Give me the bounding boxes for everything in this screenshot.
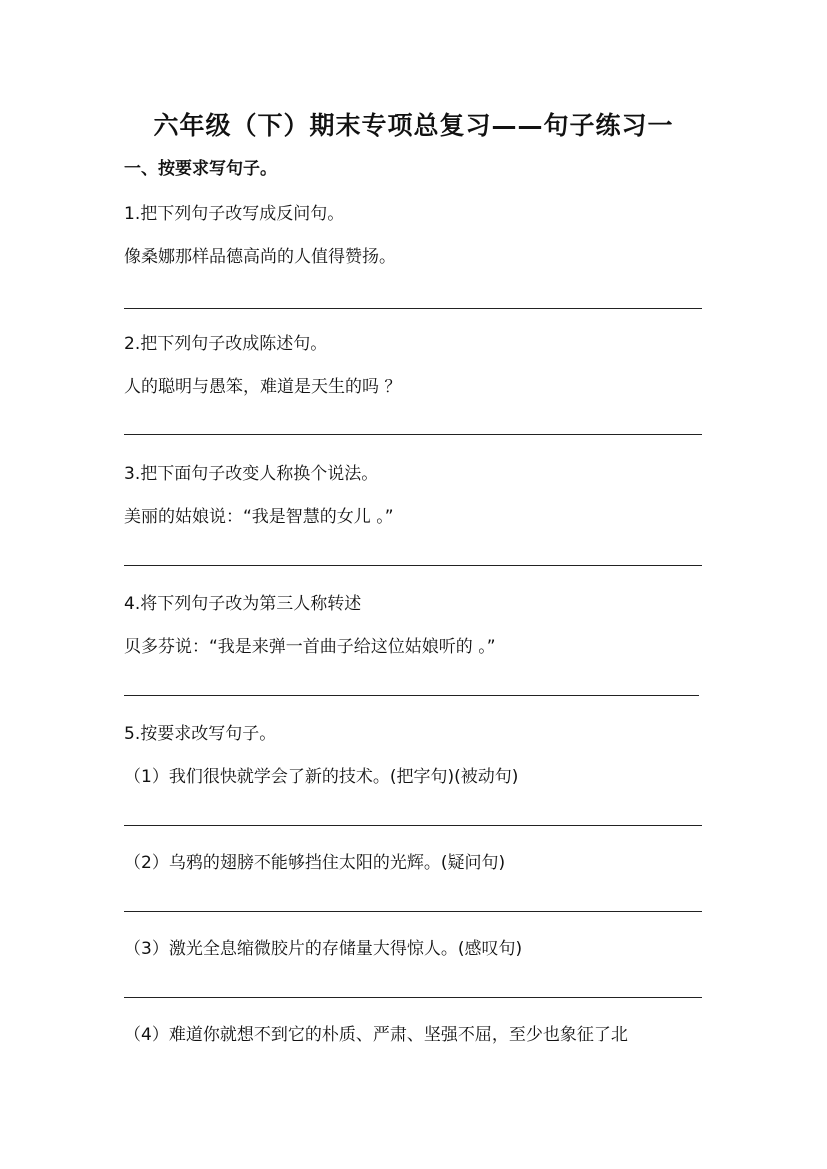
question-3-prompt: 3.把下面句子改变人称换个说法。	[124, 464, 379, 484]
question-3-answer-line[interactable]	[124, 565, 702, 566]
question-5-prompt: 5.按要求改写句子。	[124, 724, 277, 744]
question-1-prompt: 1.把下列句子改写成反问句。	[124, 204, 345, 224]
question-5-sub-item-4: （4）难道你就想不到它的朴质、严肃、坚强不屈，至少也象征了北	[124, 1025, 628, 1045]
question-1-answer-line[interactable]	[124, 308, 702, 309]
page-title: 六年级（下）期末专项总复习——句子练习一	[153, 111, 674, 140]
question-2-sentence: 人的聪明与愚笨，难道是天生的吗 ？	[124, 377, 402, 397]
question-5-sub-item-1: （1）我们很快就学会了新的技术。(把字句)(被动句)	[124, 767, 519, 787]
question-2-answer-line[interactable]	[124, 434, 702, 435]
question-4-answer-line[interactable]	[124, 695, 699, 696]
question-5-3-answer-line[interactable]	[124, 997, 702, 998]
question-3-sentence: 美丽的姑娘说：“我是智慧的女儿 。”	[124, 507, 394, 527]
question-5-2-answer-line[interactable]	[124, 911, 702, 912]
question-5-1-answer-line[interactable]	[124, 825, 702, 826]
question-1-sentence: 像桑娜那样品德高尚的人值得赞扬。	[124, 247, 396, 267]
question-4-prompt: 4.将下列句子改为第三人称转述	[124, 594, 362, 614]
section-heading: 一、按要求写句子。	[124, 159, 277, 179]
question-5-sub-item-3: （3）激光全息缩微胶片的存储量大得惊人。(感叹句)	[124, 939, 523, 959]
question-5-sub-item-2: （2）乌鸦的翅膀不能够挡住太阳的光辉。(疑问句)	[124, 853, 506, 873]
question-4-sentence: 贝多芬说：“我是来弹一首曲子给这位姑娘听的 。”	[124, 637, 496, 657]
question-2-prompt: 2.把下列句子改成陈述句。	[124, 334, 328, 354]
